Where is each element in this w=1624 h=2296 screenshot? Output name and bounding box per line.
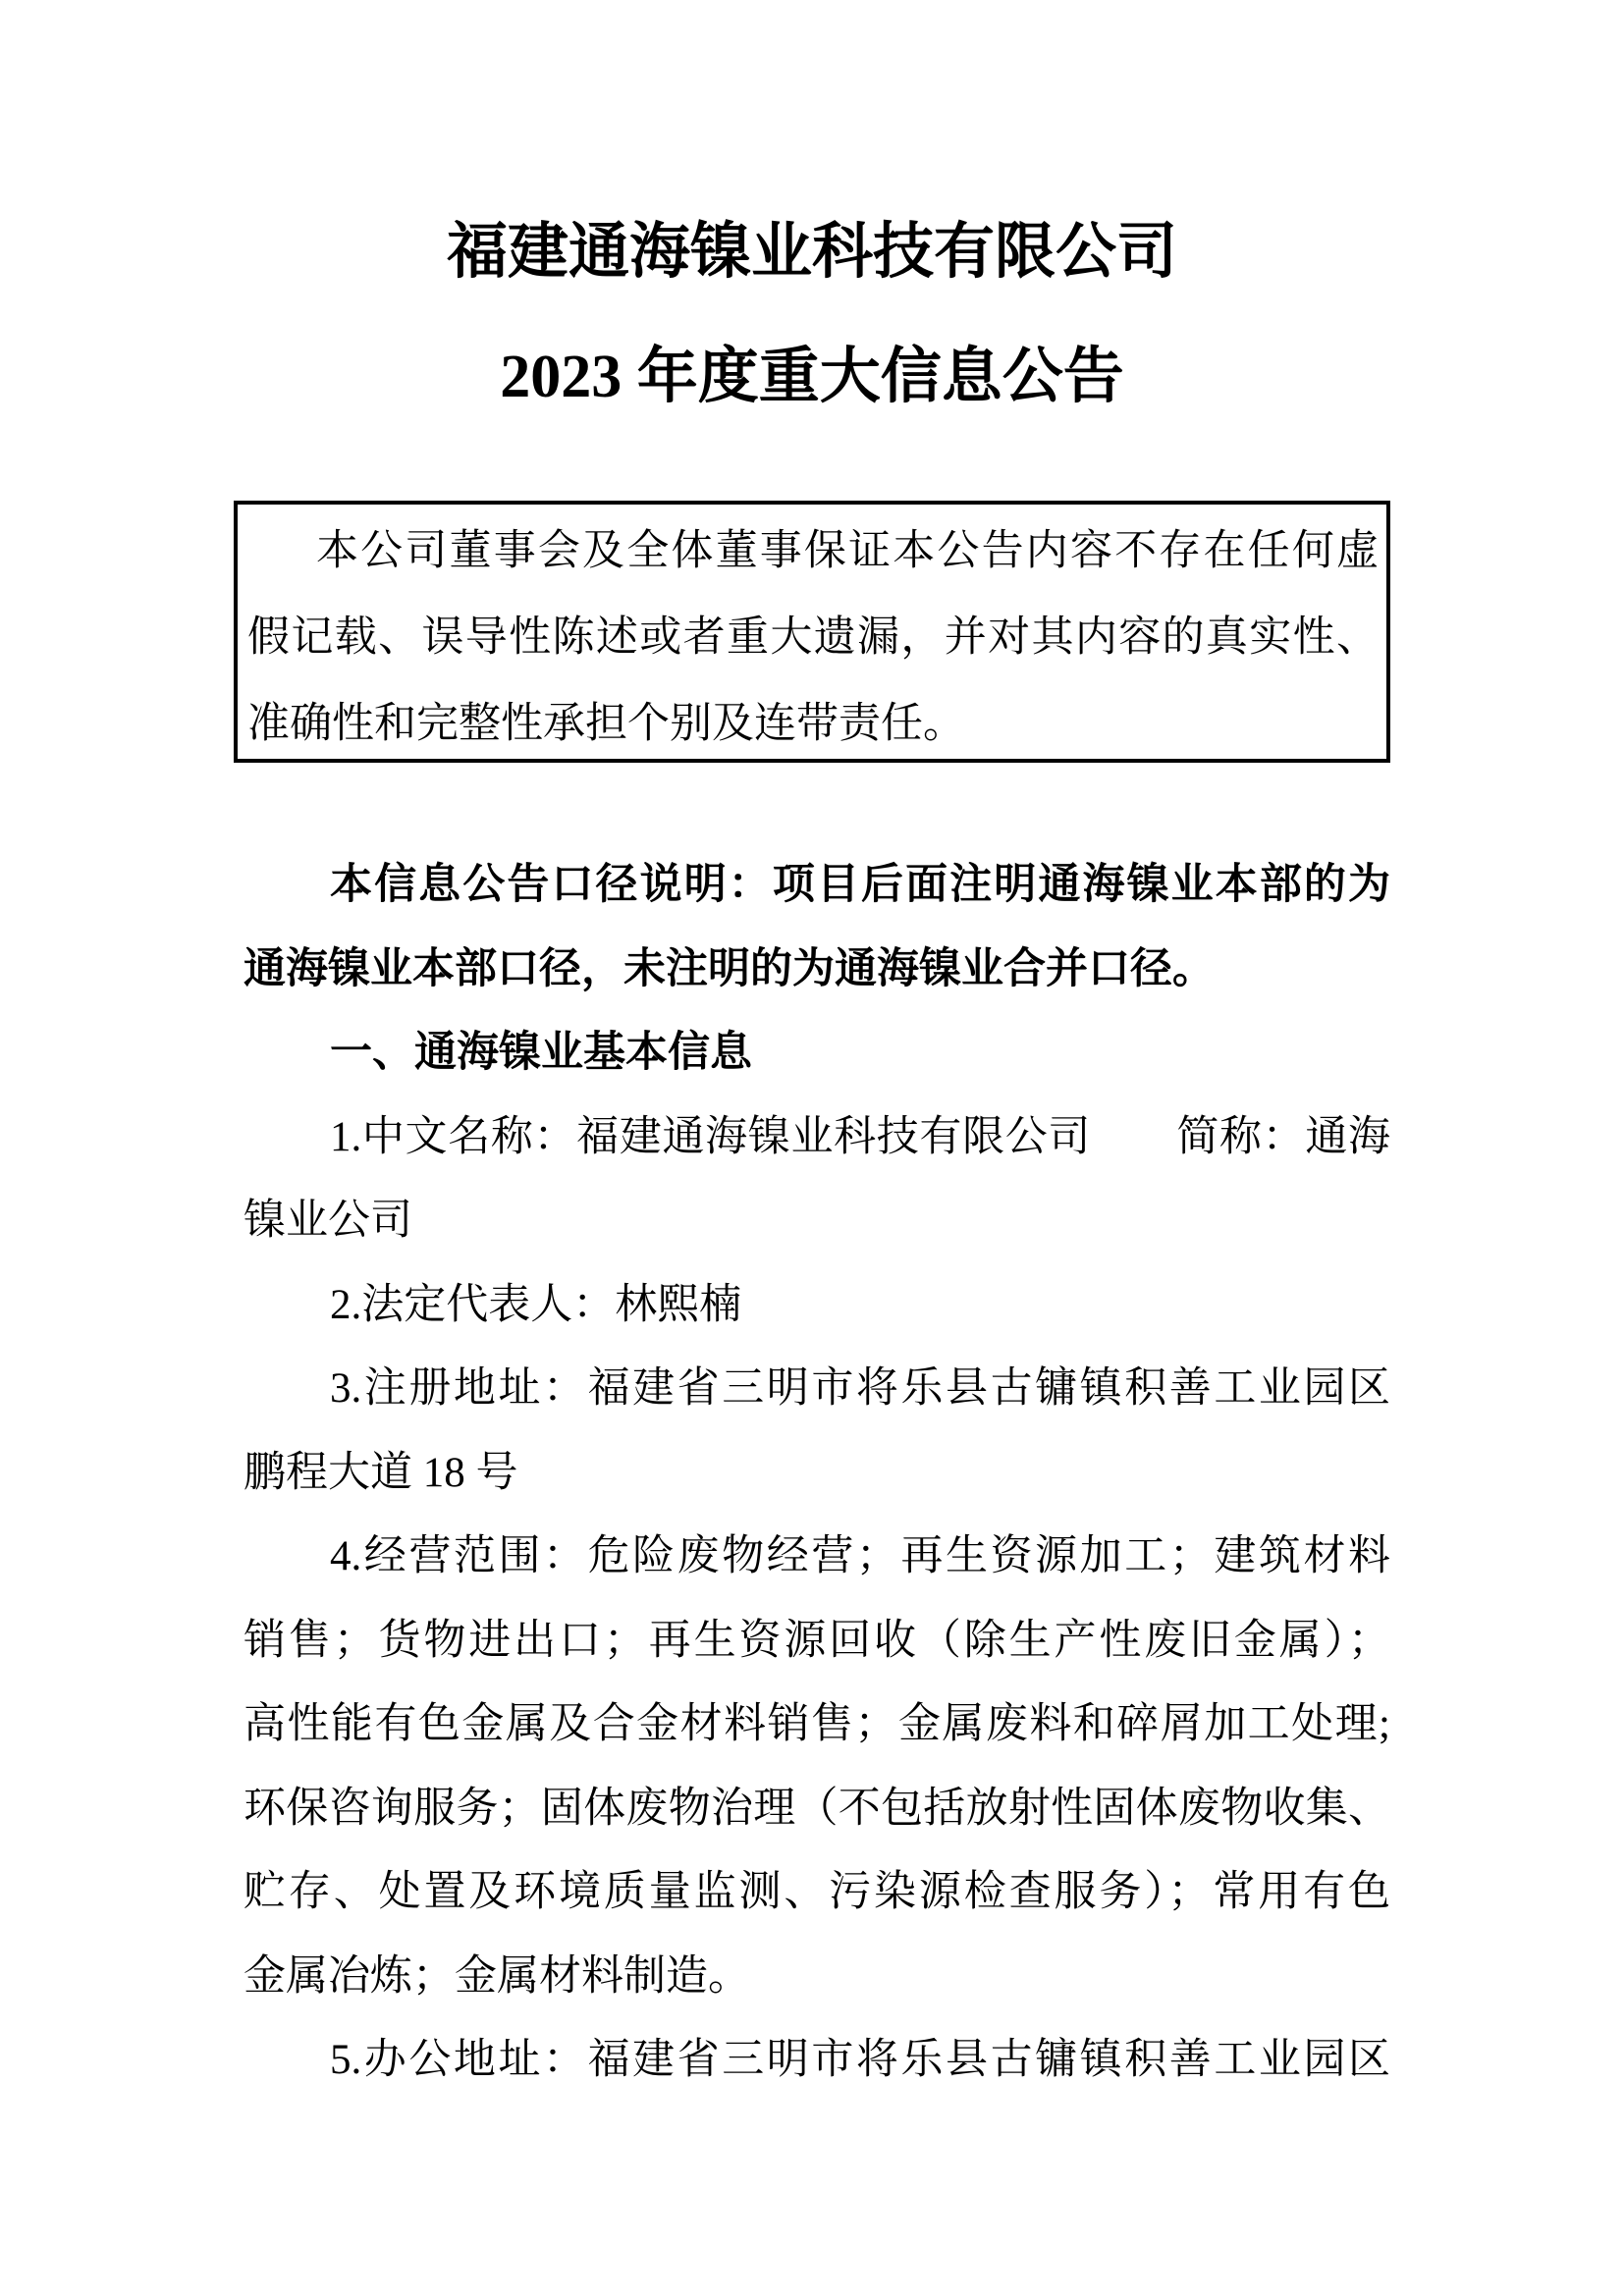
disclaimer-line: 本公司董事会及全体董事保证本公告内容不存在任何虚 xyxy=(316,528,1379,574)
page-subtitle: 2023 年度重大信息公告 xyxy=(500,344,1124,410)
item-biz-scope-line: 销售；货物进出口；再生资源回收（除生产性废旧金属）； xyxy=(244,1617,1390,1664)
page-title: 福建通海镍业科技有限公司 xyxy=(446,219,1177,286)
disclaimer-line: 假记载、误导性陈述或者重大遗漏，并对其内容的真实性、 xyxy=(247,614,1379,661)
item-chinese-name-line: 1.中文名称：福建通海镍业科技有限公司 简称：通海 xyxy=(330,1113,1390,1160)
item-biz-scope-line: 贮存、处置及环境质量监测、污染源检查服务）；常用有色 xyxy=(244,1869,1390,1915)
item-reg-address-line: 3.注册地址：福建省三明市将乐县古镛镇积善工业园区 xyxy=(330,1365,1390,1412)
item-biz-scope-line: 4.经营范围：危险废物经营；再生资源加工；建筑材料 xyxy=(330,1533,1390,1579)
item-biz-scope-line: 金属冶炼；金属材料制造。 xyxy=(244,1952,750,2000)
document-body xyxy=(244,843,1390,2103)
disclaimer-line: 准确性和完整性承担个别及连带责任。 xyxy=(247,701,965,747)
item-biz-scope-line: 高性能有色金属及合金材料销售；金属废料和碎屑加工处理; xyxy=(244,1701,1390,1747)
intro-paragraph-line: 本信息公告口径说明：项目后面注明通海镍业本部的为 xyxy=(330,862,1390,908)
item-reg-address-line: 鹏程大道 18 号 xyxy=(244,1449,518,1496)
item-legal-rep-line: 2.法定代表人：林熙楠 xyxy=(330,1281,742,1328)
item-office-address-line: 5.办公地址：福建省三明市将乐县古镛镇积善工业园区 xyxy=(330,2037,1390,2083)
intro-paragraph-line: 通海镍业本部口径，未注明的为通海镍业合并口径。 xyxy=(244,945,1215,992)
item-chinese-name-line: 镍业公司 xyxy=(244,1198,412,1244)
disclaimer-box xyxy=(234,501,1390,763)
item-biz-scope-line: 环保咨询服务；固体废物治理（不包括放射性固体废物收集、 xyxy=(244,1785,1390,1832)
section-heading: 一、通海镍业基本信息 xyxy=(330,1030,752,1076)
